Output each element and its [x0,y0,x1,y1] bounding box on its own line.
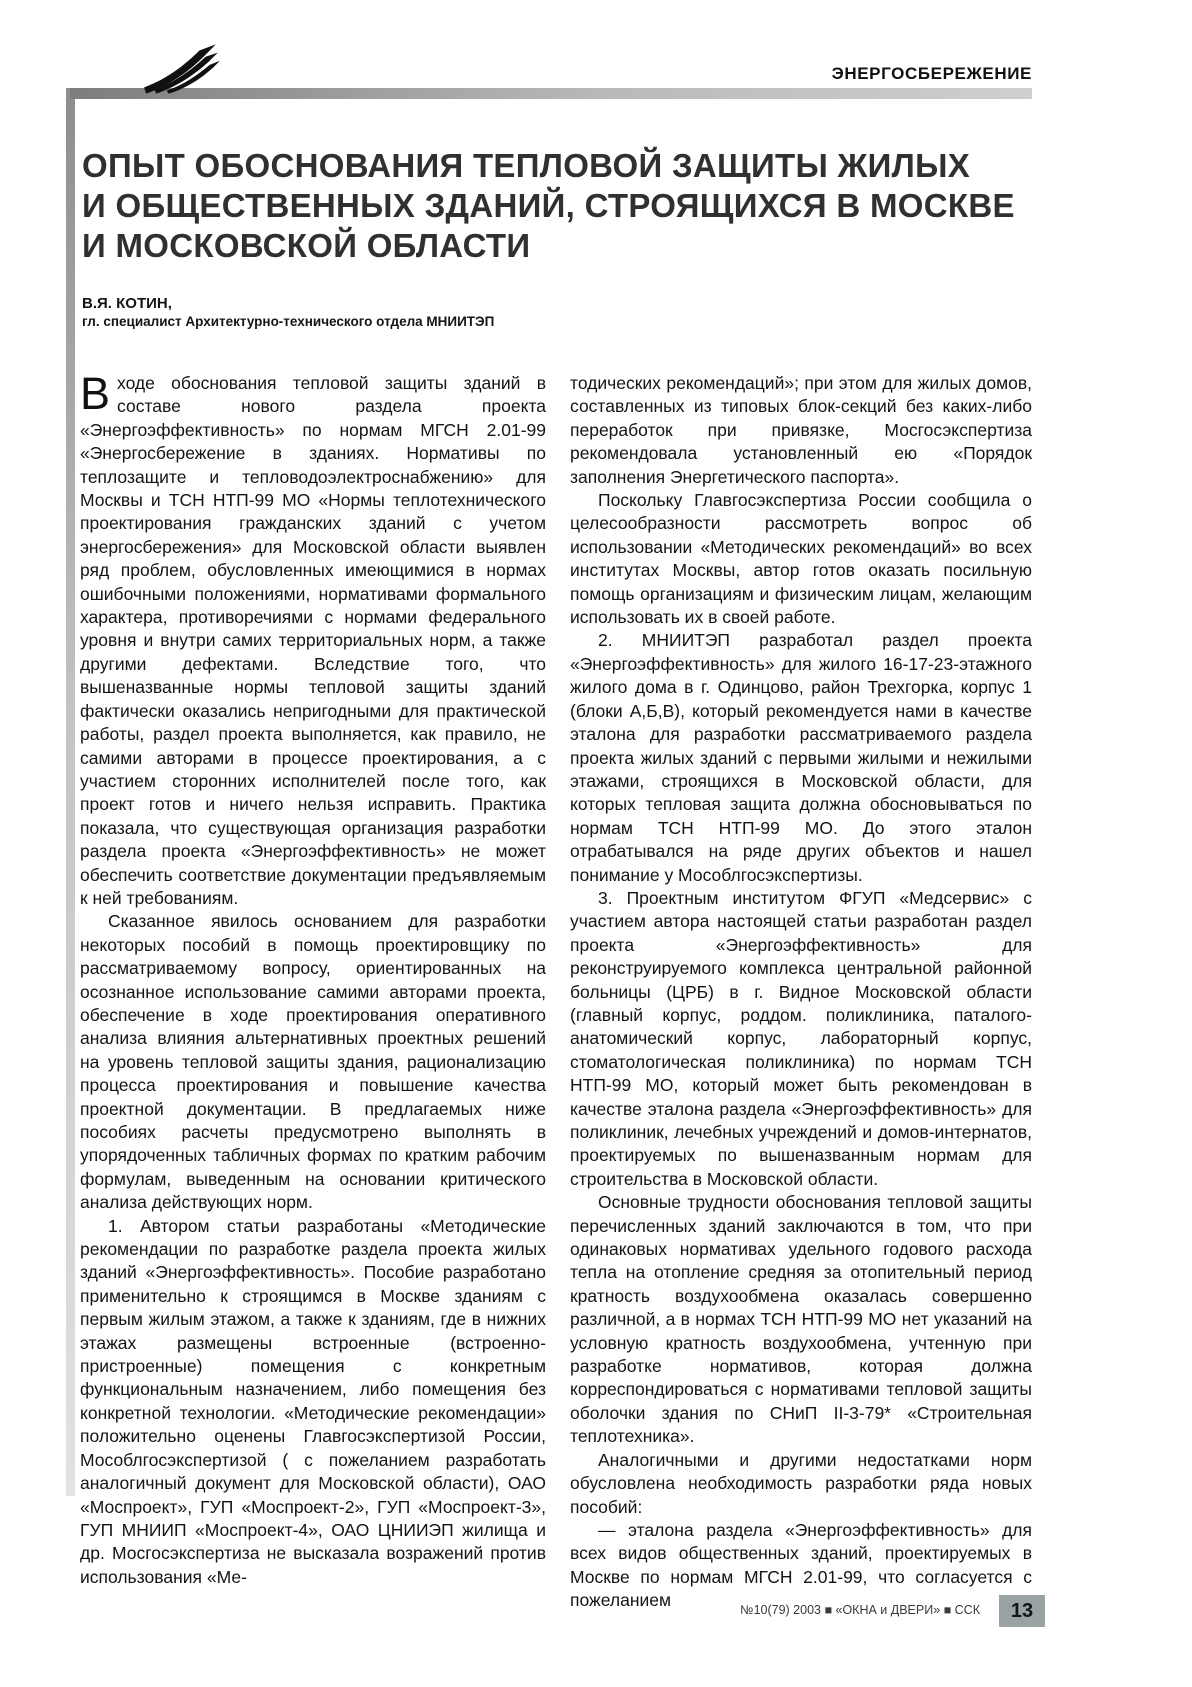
paragraph: Сказанное явилось основанием для разработки некоторых пособий в помощь проектировщику по рассматриваемому вопросу, ориентированных на осознанное использование самими авторами проекта, обеспечение в ходе проектирования оперативного анализа влияния альтернативных проектных решений на уровень тепловой защиты здания, рационализацию процесса проектирования и повышение качества проектной документации. В предлагаемых ниже пособиях расчеты предусмотрено выполнять в упорядоченных табличных формах по кратким рабочим формулам, выведенным на основании критического анализа действующих норм. [80,911,546,1213]
paragraph: Основные трудности обоснования тепловой защиты перечисленных зданий заключаются в том, что при одинаковых нормативах удельного годового расхода тепла на отопление средняя за отопительный период кратность воздухообмена оказалась совершенно различной, а в нормах ТСН НТП-99 МО нет указаний на условную кратность воздухообмена, учтенную при разработке нормативов, которая должна корреспондироваться с нормативами тепловой защиты оболочки здания по СНиП II-3-79* «Строительная теплотехника». [570,1192,1032,1447]
paragraph: 3. Проектным институтом ФГУП «Медсервис» с участием автора настоящей статьи разработан раздел проекта «Энергоэффективность» для реконструируемого комплекса центральной районной больницы (ЦРБ) в г. Видное Московской области (главный корпус, роддом. поликлиника, паталого-анатомический корпус, лабораторный корпус, стоматологическая поликлиника) по нормам ТСН НТП-99 МО, который может быть рекомендован в качестве эталона раздела «Энергоэффективность» для поликлиник, лечебных учреждений и домов-интернатов, проектируемых по вышеназванным нормам для строительства в Московской области. [570,887,1032,1189]
title-line-1: ОПЫТ ОБОСНОВАНИЯ ТЕПЛОВОЙ ЗАЩИТЫ ЖИЛЫХ [82,147,971,184]
author-block [82,294,494,331]
paragraph: 2. МНИИТЭП разработал раздел проекта «Энергоэффективность» для жилого 16-17-23-этажного жилого дома в г. Одинцово, район Трехгорка, корпус 1 (блоки А,Б,В), который рекомендуется нами в качестве эталона для разработки рассматриваемого раздела проекта жилых зданий с первыми жилыми и нежилыми этажами, строящихся в Московской области, для которых тепловая защита должна обосновываться по нормам ТСН НТП-99 МО. До этого эталон отрабатывался на ряде других объектов и нашел понимание у Мособлгосэкспертизы. [570,630,1032,885]
paragraph: — эталона раздела «Энергоэффективность» для всех видов общественных зданий, проектируемых в Москве по нормам МГСН 2.01-99, что согласуется с пожеланием [570,1519,1032,1611]
paragraph [80,368,546,910]
title-line-3: И МОСКОВСКОЙ ОБЛАСТИ [82,227,531,264]
paragraph-text: ходе обоснования тепловой защиты зданий в составе нового раздела проекта «Энергоэффективность» по нормам МГСН 2.01-99 «Энергосбережение в зданиях. Нормативы по теплозащите и тепловодоэлектроснабжению» для Москвы и ТСН НТП-99 МО «Нормы теплотехнического проектирования гражданских зданий с учетом энергосбережения» для Московской области выявлен ряд проблем, обусловленных имеющимися в нормах ошибочными положениями, нормативами формального характера, противоречиями с нормами федерального уровня и внутри самих территориальных норм, а также другими дефектами. Вследствие того, что вышеназванные нормы тепловой защиты зданий фактически оказались непригодными для практической работы, раздел проекта выполняется, как правило, не самими авторами в процессе проектирования, а с участием сторонних исполнителей после того, как проект готов и ничего нельзя исправить. Практика показала, что существующая организация разработки раздела проекта «Энергоэффективность» не может обеспечить соответствие документации предъявляемым к ней требованиям. [80,373,546,908]
page-number: 13 [1010,1599,1034,1622]
drop-cap: В [80,368,111,419]
paragraph: 1. Автором статьи разработаны «Методические рекомендации по разработке раздела проекта жилых зданий «Энергоэффективность». Пособие разработано применительно к строящимся в Москве зданиям с первым жилым этажом, а также к зданиям, где в нижних этажах размещены встроенные (встроенно-пристроенные) помещения с конкретным функциональным назначением, либо помещения без конкретной технологии. «Методические рекомендации» положительно оценены Главгосэкспертизой России, Мособлгосэкспертизой ( с пожеланием разработать аналогичный документ для Московской области), ОАО «Моспроект», ГУП «Моспроект-2», ГУП «Моспроект-3», ГУП МНИИП «Моспроект-4», ОАО ЦНИИЭП жилища и др. Мосгосэкспертиза не высказала возражений против использования «Ме- [80,1215,546,1587]
article-title [82,146,1015,266]
author-name: В.Я. КОТИН, [82,295,172,312]
author-position: гл. специалист Архитектурно-технического отдела МНИИТЭП [82,314,495,329]
paragraph: Поскольку Главгосэкспертиза России сообщила о целесообразности рассмотреть вопрос об использовании «Методических рекомендаций» во всех институтах Москвы, автор готов оказать посильную помощь организациям и физическим лицам, желающим использовать их в своей работе. [570,490,1032,628]
body-left-column [80,368,546,1589]
left-accent-bar [66,88,75,1496]
body-right-column [570,372,1032,1613]
footer-issue-info: №10(79) 2003 ■ «ОКНА и ДВЕРИ» ■ ССК [740,1603,980,1617]
title-line-2: И ОБЩЕСТВЕННЫХ ЗДАНИЙ, СТРОЯЩИХСЯ В МОСКВЕ [82,187,1015,224]
paragraph: Аналогичными и другими недостатками норм обусловлена необходимость разработки ряда новых пособий: [570,1449,1032,1517]
publisher-swoosh-logo-icon [142,42,224,96]
paragraph: тодических рекомендаций»; при этом для жилых домов, составленных из типовых блок-секций без каких-либо переработок при привязке, Мосгосэкспертиза рекомендовала установленный ею «Порядок заполнения Энергетического паспорта». [570,373,1032,487]
page-number-box [999,1595,1045,1627]
section-label: ЭНЕРГОСБЕРЕЖЕНИЕ [831,64,1032,83]
page-footer [0,1594,1192,1630]
